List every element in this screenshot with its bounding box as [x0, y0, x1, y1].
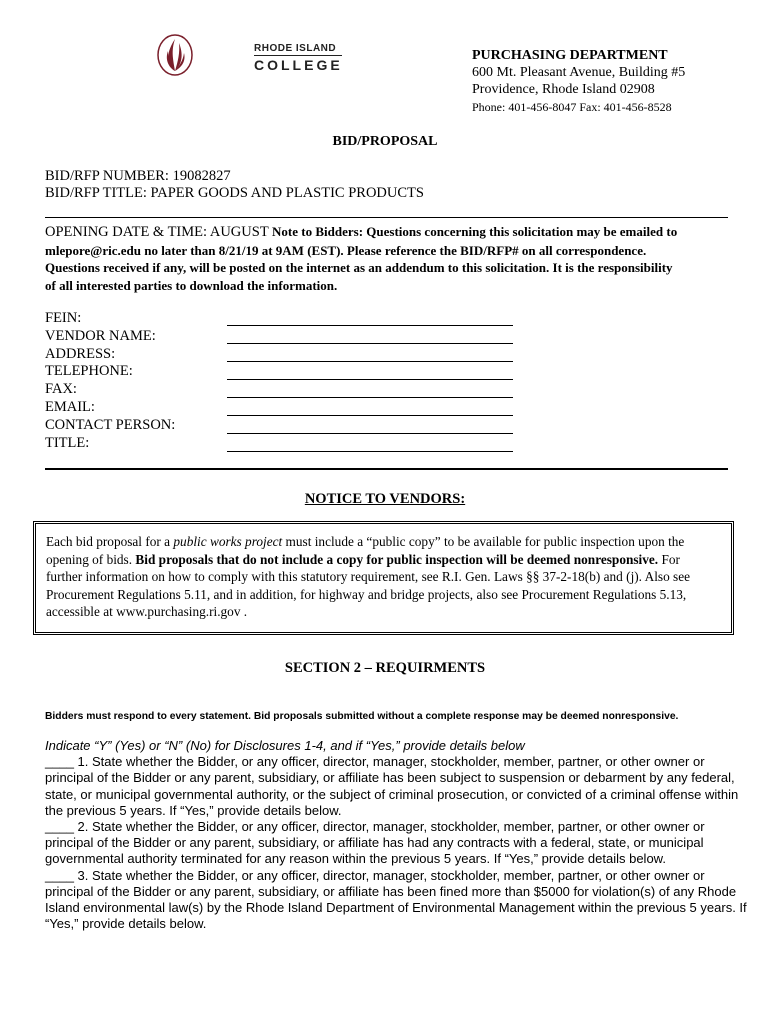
notice-p1-italic: public works project — [173, 534, 283, 549]
requirement-text: Bidders must respond to every statement. Bid proposals submitted without a complete response may be deemed nonresponsive. — [45, 711, 679, 722]
disclosure-3: ____ 3. State whether the Bidder, or any officer, director, manager, stockholder, member, partner, or other owner or principal of the Bidder or any parent, subsidiary, or affiliate has been fined more than $5000 for violation(s) of any Rhode Island environmental law(s) by the Rhode Island Department of Environmental Management within the previous 5 years. If “Yes,” provide details below. — [45, 867, 747, 932]
contact-person-field[interactable] — [227, 433, 513, 434]
notice-box — [33, 521, 734, 635]
logo-line1: RHODE ISLAND — [254, 43, 337, 54]
notice-p2-rest: For — [658, 551, 680, 567]
note-to-bidders — [45, 223, 730, 294]
disclosure-2: ____ 2. State whether the Bidder, or any officer, director, manager, stockholder, member, partner, or other owner or principal of the Bidder or any parent, subsidiary, or affiliate has had any contracts with a federal, state, or municipal governmental authority terminated for any reason within the previous 5 years. If “Yes,” provide details below. — [45, 819, 705, 867]
phone-line: Phone: 401-456-8047 Fax: 401-456-8528 — [472, 100, 672, 114]
telephone-field[interactable] — [227, 379, 513, 380]
department-name: PURCHASING DEPARTMENT — [472, 48, 668, 63]
disclosures — [45, 738, 755, 932]
logo-divider — [254, 55, 342, 56]
notice-p3: further information on how to comply with this statutory requirement, see R.I. Gen. Laws §§ 37-2-18(b) and (j). Also see — [46, 569, 691, 584]
notice-p2-bold: Bid proposals that do not include a copy for public inspection will be deemed nonresponsive. — [135, 551, 659, 567]
divider-bottom — [45, 468, 728, 470]
notice-title: NOTICE TO VENDORS: — [304, 491, 466, 507]
email-field[interactable] — [227, 415, 513, 416]
bid-title: BID/RFP TITLE: PAPER GOODS AND PLASTIC PRODUCTS — [45, 185, 424, 201]
divider-top — [45, 217, 728, 218]
field-label-contact-person: CONTACT PERSON: — [45, 417, 176, 433]
field-label-email: EMAIL: — [45, 399, 95, 415]
note-text4: of all interested parties to download the information. — [45, 277, 338, 293]
bid-number: BID/RFP NUMBER: 19082827 — [45, 168, 231, 184]
disclosure-1: ____ 1. State whether the Bidder, or any officer, director, manager, stockholder, member, partner, or other owner or principal of the Bidder or any parent, subsidiary, or affiliate has been subject to suspension or debarment by any federal, state, or municipal governmental authority, or the subject of criminal prosecution, or convicted of a criminal offense within the previous 5 years. If “Yes,” provide details below. — [45, 754, 739, 818]
notice-p1-rest: must include a “public copy” to be available for public inspection upon the — [282, 534, 685, 549]
disclosure-instruction: Indicate “Y” (Yes) or “N” (No) for Disclosures 1-4, and if “Yes,” provide details below — [45, 738, 525, 753]
fein-field[interactable] — [227, 325, 513, 326]
college-logo — [155, 33, 195, 77]
address-field[interactable] — [227, 361, 513, 362]
note-text2: mlepore@ric.edu no later than 8/21/19 at 9AM (EST). Please reference the BID/RFP# on all correspondence. — [45, 242, 647, 258]
logo-line2: COLLEGE — [254, 57, 343, 73]
note-text3: Questions received if any, will be posted on the internet as an addendum to this solicitation. It is the responsibility — [45, 260, 673, 275]
notice-p4: Procurement Regulations 5.11, and in addition, for highway and bridge projects, also see Procurement Regulations 5.13, — [46, 586, 687, 602]
vendor-name-field[interactable] — [227, 343, 513, 344]
title-field[interactable] — [227, 451, 513, 452]
notice-p1: Each bid proposal for a — [46, 534, 174, 549]
field-label-vendor-name: VENDOR NAME: — [45, 328, 156, 344]
field-label-address: ADDRESS: — [45, 346, 116, 362]
department-block — [472, 47, 685, 116]
field-label-title: TITLE: — [45, 435, 90, 451]
address-line2: Providence, Rhode Island 02908 — [472, 82, 655, 97]
page-title: BID/PROPOSAL — [332, 134, 438, 149]
address-line1: 600 Mt. Pleasant Avenue, Building #5 — [472, 65, 686, 80]
note-text1: Note to Bidders: Questions concerning this solicitation may be emailed to — [272, 224, 678, 239]
flame-icon — [155, 33, 195, 77]
section2-title: SECTION 2 – REQUIRMENTS — [284, 660, 486, 676]
field-label-fein: FEIN: — [45, 310, 82, 326]
opening-date: OPENING DATE & TIME: AUGUST — [45, 224, 273, 240]
field-label-fax: FAX: — [45, 381, 77, 397]
field-label-telephone: TELEPHONE: — [45, 363, 133, 379]
notice-p2: opening of bids. — [46, 551, 136, 567]
notice-p5: accessible at www.purchasing.ri.gov . — [46, 604, 248, 619]
fax-field[interactable] — [227, 397, 513, 398]
